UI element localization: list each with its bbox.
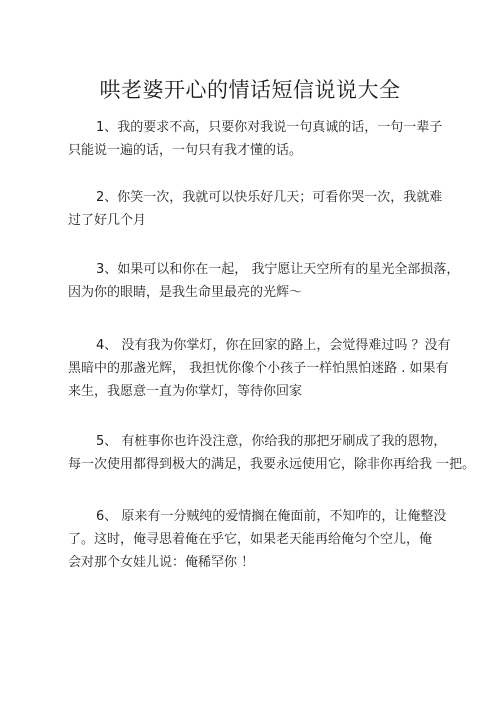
- paragraph-line: 2、你笑一次，我就可以快乐好几天；可看你哭一次，我就难: [96, 190, 443, 205]
- paragraph-line: 1、我的要求不高，只要你对我说一句真诚的话，一句一辈子: [96, 120, 443, 135]
- document-title: 哄老婆开心的情话短信说说大全: [99, 78, 401, 102]
- paragraph-line: 黑暗中的那盏光辉， 我担忧你像个小孩子一样怕黑怕迷路 . 如果有: [68, 361, 449, 376]
- paragraph-line: 只能说一遍的话，一句只有我才懂的话。: [68, 143, 303, 158]
- paragraph-line: 3、如果可以和你在一起， 我宁愿让天空所有的星光全部损落，: [96, 262, 460, 277]
- paragraph-line: 4、 没有我为你掌灯，你在回家的路上，会觉得难过吗 ？没有: [96, 338, 451, 353]
- paragraph-line: 5、 有桩事你也许没注意，你给我的那把牙刷成了我的恩物，: [96, 434, 447, 449]
- paragraph-line: 了。这时，俺寻思着俺在乎它，如果老天能再给俺匀个空儿，俺: [68, 532, 433, 547]
- paragraph-line: 因为你的眼睛，是我生命里最亮的光辉～: [68, 285, 303, 300]
- paragraph-line: 6、 原来有一分贼纯的爱情搁在俺面前，不知咋的，让俺整没: [96, 509, 447, 524]
- paragraph-line: 会对那个女娃儿说：俺稀罕你 ！: [68, 555, 255, 570]
- paragraph-line: 每一次使用都得到极大的满足，我要永远使用它，除非你再给我 一把。: [68, 457, 476, 472]
- paragraph-line: 过了好几个月: [68, 213, 147, 228]
- paragraph-line: 来生，我愿意一直为你掌灯，等待你回家: [68, 384, 303, 399]
